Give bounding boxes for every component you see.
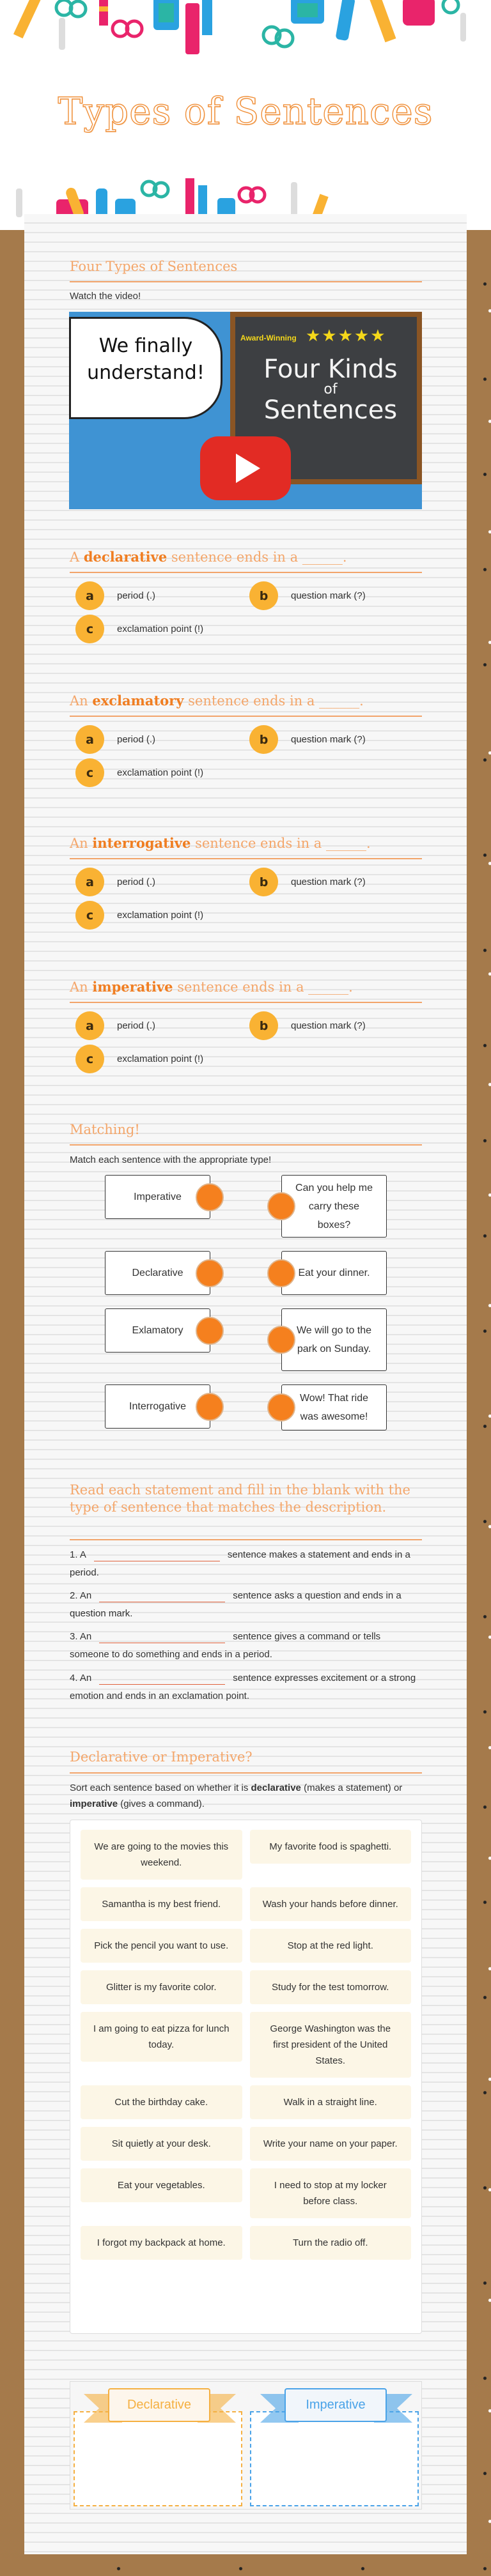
answer-blank-input[interactable] — [99, 1590, 225, 1602]
pencil-icon — [99, 0, 108, 26]
option-label: exclamation point (!) — [117, 767, 204, 778]
answer-option-c[interactable] — [75, 758, 203, 787]
answer-option-b[interactable] — [249, 581, 366, 610]
heading-divider — [70, 1002, 422, 1003]
pencil-icon — [369, 0, 396, 42]
scissors-icon — [113, 21, 142, 36]
fill-in-item — [70, 1669, 422, 1705]
instruction-keyword: declarative — [251, 1782, 301, 1793]
drop-zone-declarative[interactable] — [74, 2411, 242, 2506]
question-suffix: sentence ends in a ______. — [171, 549, 347, 565]
answer-option-b[interactable] — [249, 725, 366, 754]
sort-card[interactable]: George Washington was the first president of the United States. — [250, 2012, 412, 2078]
match-connector-right[interactable] — [267, 1259, 295, 1287]
bucket-label: Imperative — [284, 2388, 387, 2422]
award-text: Award-Winning — [240, 334, 297, 342]
video-instruction: Watch the video! — [70, 291, 141, 302]
video-title-of: of — [323, 381, 338, 397]
option-label: question mark (?) — [291, 1020, 366, 1031]
scissors-icon — [56, 0, 86, 50]
sort-card[interactable]: Eat your vegetables. — [81, 2168, 242, 2202]
answer-option-b[interactable] — [249, 868, 366, 896]
option-letter-badge: a — [75, 581, 104, 610]
sort-card[interactable]: I forgot my backpack at home. — [81, 2226, 242, 2260]
sort-card[interactable]: Write your name on your paper. — [250, 2127, 412, 2161]
matching-instruction: Match each sentence with the appropriate type! — [70, 1154, 272, 1165]
heading-divider — [70, 858, 422, 859]
heading-divider — [70, 1539, 422, 1540]
instruction-keyword: imperative — [70, 1798, 118, 1809]
school-supplies-bottom-decoration — [0, 176, 491, 217]
matching-heading: Matching! — [70, 1122, 140, 1137]
option-letter-badge: c — [75, 615, 104, 643]
sort-card[interactable]: I need to stop at my locker before class. — [250, 2168, 412, 2218]
sort-buckets — [70, 2381, 422, 2510]
match-connector-right[interactable] — [267, 1326, 295, 1354]
option-letter-badge: b — [249, 581, 278, 610]
match-type-box: Declarative — [105, 1251, 210, 1295]
match-sentence-box: Eat your dinner. — [281, 1251, 387, 1295]
video-title-art — [244, 355, 417, 424]
heading-divider — [70, 281, 422, 282]
item-prefix: 4. An — [70, 1673, 92, 1683]
fill-in-item — [70, 1628, 422, 1664]
heading-divider — [70, 1144, 422, 1146]
video-title-line1: Four Kinds — [263, 355, 398, 384]
match-type-box: Imperative — [105, 1175, 210, 1219]
stars-icon: ★★★★★ — [306, 326, 387, 345]
instruction-text: (makes a statement) or — [300, 1782, 403, 1793]
item-prefix: 2. An — [70, 1590, 92, 1601]
answer-option-c[interactable] — [75, 901, 203, 930]
play-button[interactable] — [200, 436, 291, 500]
option-label: question mark (?) — [291, 590, 366, 601]
sort-card[interactable]: Stop at the red light. — [250, 1929, 412, 1963]
sort-card[interactable]: We are going to the movies this weekend. — [81, 1830, 242, 1880]
header-banner — [0, 0, 491, 230]
match-connector-left[interactable] — [196, 1317, 224, 1345]
scissors-icon — [263, 27, 293, 47]
option-letter-badge: c — [75, 901, 104, 930]
speech-bubble: We finally understand! — [69, 317, 222, 419]
question-keyword: imperative — [92, 979, 173, 995]
answer-blank-input[interactable] — [99, 1630, 225, 1643]
answer-option-a[interactable] — [75, 868, 155, 896]
question-prefix: An — [70, 836, 88, 851]
school-supplies-top-decoration — [0, 0, 491, 61]
quiz-question — [70, 692, 422, 710]
bucket-label: Declarative — [108, 2388, 210, 2422]
item-suffix: sentence expresses excitement or a strong emotion and ends in an exclamation point. — [70, 1673, 416, 1701]
option-letter-badge: b — [249, 868, 278, 896]
scissors-icon — [443, 0, 466, 42]
heading-divider — [70, 716, 422, 717]
backpack-icon — [153, 0, 179, 30]
sort-card[interactable]: Turn the radio off. — [250, 2226, 412, 2260]
option-label: question mark (?) — [291, 877, 366, 887]
sort-card[interactable]: I am going to eat pizza for lunch today. — [81, 2012, 242, 2062]
answer-blank-input[interactable] — [94, 1549, 220, 1561]
match-connector-right[interactable] — [267, 1393, 295, 1422]
option-label: exclamation point (!) — [117, 910, 204, 921]
video-player[interactable] — [69, 312, 422, 509]
item-suffix: sentence asks a question and ends in a question mark. — [70, 1590, 401, 1619]
sort-card[interactable]: Sit quietly at your desk. — [81, 2127, 242, 2161]
sort-card[interactable]: Wash your hands before dinner. — [250, 1887, 412, 1921]
option-label: period (.) — [117, 734, 156, 745]
option-letter-badge: c — [75, 758, 104, 787]
question-keyword: exclamatory — [92, 693, 184, 709]
answer-blank-input[interactable] — [99, 1672, 225, 1685]
answer-option-a[interactable] — [75, 581, 155, 610]
heading-divider — [70, 572, 422, 573]
question-keyword: interrogative — [92, 835, 191, 851]
fill-in-item — [70, 1546, 422, 1582]
option-label: exclamation point (!) — [117, 1054, 204, 1064]
sort-card[interactable]: My favorite food is spaghetti. — [250, 1830, 412, 1864]
sort-card[interactable]: Samantha is my best friend. — [81, 1887, 242, 1921]
item-prefix: 3. An — [70, 1631, 92, 1642]
quiz-question — [70, 548, 422, 566]
item-prefix: 1. A — [70, 1549, 86, 1560]
sort-card[interactable]: Pick the pencil you want to use. — [81, 1929, 242, 1963]
answer-option-b[interactable] — [249, 1011, 366, 1040]
instruction-text: Sort each sentence based on whether it is — [70, 1782, 251, 1793]
match-connector-left[interactable] — [196, 1393, 224, 1421]
answer-option-a[interactable] — [75, 1011, 155, 1040]
option-letter-badge: c — [75, 1045, 104, 1073]
item-suffix: sentence makes a statement and ends in a period. — [70, 1549, 410, 1578]
option-letter-badge: a — [75, 1011, 104, 1040]
option-letter-badge: b — [249, 1011, 278, 1040]
option-label: period (.) — [117, 877, 156, 887]
sorting-heading: Declarative or Imperative? — [70, 1749, 253, 1765]
video-section-heading: Four Types of Sentences — [70, 259, 238, 274]
option-label: period (.) — [117, 590, 156, 601]
video-title-line2: Sentences — [263, 395, 398, 425]
option-letter-badge: b — [249, 725, 278, 754]
question-keyword: declarative — [83, 549, 168, 565]
sorting-instruction — [70, 1780, 422, 1812]
play-icon — [236, 454, 260, 483]
fill-in-heading: Read each statement and fill in the blank with the type of sentence that matches the description. — [70, 1482, 410, 1515]
question-suffix: sentence ends in a ______. — [177, 979, 353, 995]
pencil-icon — [13, 0, 42, 38]
item-suffix: sentence gives a command or tells someone to do something and ends in a period. — [70, 1631, 381, 1660]
option-label: period (.) — [117, 1020, 156, 1031]
sort-card[interactable]: Study for the test tomorrow. — [250, 1970, 412, 2004]
answer-option-c[interactable] — [75, 615, 203, 643]
option-letter-badge: a — [75, 868, 104, 896]
match-connector-left[interactable] — [196, 1183, 224, 1211]
sort-card[interactable]: Glitter is my favorite color. — [81, 1970, 242, 2004]
question-suffix: sentence ends in a ______. — [195, 836, 371, 851]
book-icon — [185, 0, 212, 54]
question-prefix: An — [70, 693, 88, 709]
heading-divider — [70, 1772, 422, 1774]
answer-option-c[interactable] — [75, 1045, 203, 1073]
drop-zone-imperative[interactable] — [250, 2411, 419, 2506]
quiz-question — [70, 834, 422, 852]
page-title: Types of Sentences — [58, 89, 433, 133]
sort-card[interactable]: Cut the birthday cake. — [81, 2085, 242, 2119]
sort-card[interactable]: Walk in a straight line. — [250, 2085, 412, 2119]
match-type-box: Exlamatory — [105, 1308, 210, 1353]
answer-option-a[interactable] — [75, 725, 155, 754]
backpack-icon — [291, 0, 324, 24]
backpack-icon — [403, 0, 435, 26]
sort-card-pool — [70, 1820, 422, 2334]
match-connector-right[interactable] — [267, 1192, 295, 1220]
match-sentence-box: Can you help me carry these boxes? — [281, 1175, 387, 1238]
question-suffix: sentence ends in a ______. — [188, 693, 364, 709]
match-sentence-box: Wow! That ride was awesome! — [281, 1384, 387, 1430]
question-prefix: An — [70, 979, 88, 995]
fill-in-item — [70, 1587, 422, 1623]
book-icon — [335, 0, 355, 41]
match-connector-left[interactable] — [196, 1259, 224, 1287]
match-sentence-box: We will go to the park on Sunday. — [281, 1308, 387, 1371]
option-letter-badge: a — [75, 725, 104, 754]
quiz-question — [70, 978, 422, 996]
option-label: question mark (?) — [291, 734, 366, 745]
question-prefix: A — [70, 549, 80, 565]
match-type-box: Interrogative — [105, 1384, 210, 1429]
instruction-text: (gives a command). — [118, 1798, 205, 1809]
option-label: exclamation point (!) — [117, 624, 204, 634]
